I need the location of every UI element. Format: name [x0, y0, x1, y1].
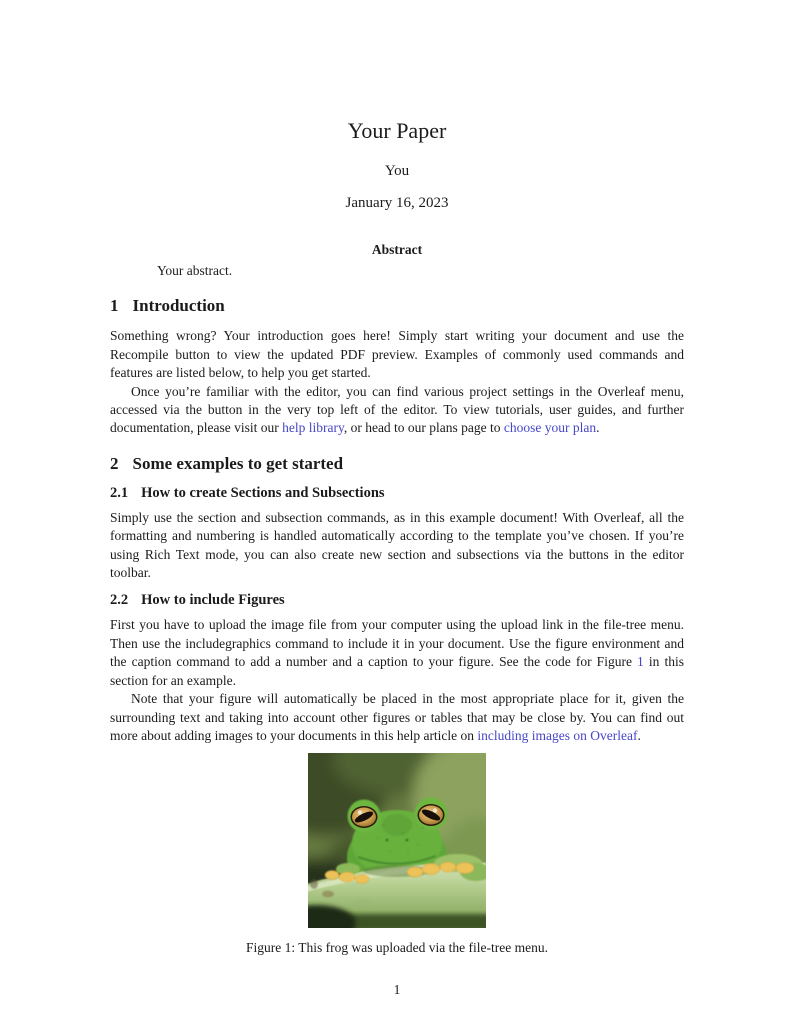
subsection-number: 2.2	[110, 592, 129, 609]
figure-1	[110, 753, 684, 957]
help-library-link[interactable]: help library	[282, 420, 344, 436]
section-number: 1	[110, 296, 119, 316]
section-heading-introduction	[110, 296, 684, 316]
abstract-text: Your abstract.	[157, 263, 233, 278]
paragraph-text: Note that your figure will automatically be placed in the most appropriate place for it, given the surrounding text and taking into account other figures or tables that may be close by. You can find out more about adding images to your documents in this help article on	[110, 691, 684, 743]
paper-date: January 16, 2023	[345, 195, 449, 211]
abstract-heading: Abstract	[371, 242, 423, 257]
paper-title: Your Paper	[347, 118, 447, 143]
subsection-number: 2.1	[110, 484, 129, 501]
page-number: 1	[393, 982, 401, 997]
paper-author: You	[384, 163, 410, 179]
section-title: Some examples to get started	[132, 453, 344, 473]
paragraph-text: , or head to our plans page to	[343, 420, 504, 436]
intro-paragraph-2	[110, 383, 684, 438]
frog-photo	[308, 753, 486, 928]
section-title: Introduction	[132, 296, 225, 316]
figures-paragraph-1	[110, 616, 684, 690]
intro-paragraph-1: Something wrong? Your introduction goes here! Simply start writing your document and use the Recompile button to view the updated PDF preview. Examples of commonly used commands and features are listed below, to help you get started.	[110, 328, 684, 381]
subsection-heading-sections	[110, 485, 684, 502]
including-images-link[interactable]: including images on Overleaf	[477, 727, 638, 743]
paragraph-text: .	[596, 420, 600, 436]
paragraph-text: Once you’re familiar with the editor, you can find various project settings in the Overleaf menu, accessed via the button in the very top left of the editor. To view tutorials, user guides, and further documentation, please visit our	[110, 383, 684, 436]
figure-1-ref-link[interactable]: 1	[637, 654, 644, 670]
paragraph-text: First you have to upload the image file from your computer using the upload link in the file-tree menu. Then use the includegraphics command to include it in your document. Use the figure environment and the caption command to add a number and a caption to your figure. See the code for Figure	[110, 617, 684, 670]
choose-your-plan-link[interactable]: choose your plan	[503, 420, 597, 436]
section-number: 2	[110, 453, 119, 473]
figure-caption: Figure 1: This frog was uploaded via the file-tree menu.	[246, 940, 548, 956]
section-heading-examples	[110, 454, 684, 474]
subsection-title: How to create Sections and Subsections	[141, 484, 385, 501]
subsection-title: How to include Figures	[141, 592, 285, 609]
paragraph-text: .	[637, 727, 641, 743]
subsection-heading-figures	[110, 592, 684, 609]
paragraph-text: in this section for an example.	[110, 654, 684, 688]
title-block	[110, 0, 684, 212]
subsection-sections-paragraph: Simply use the section and subsection commands, as in this example document! With Overleaf, all the formatting and numbering is handled automatically according to the template you’ve chosen. If you’re using Rich Text mode, you can also create new section and subsections via the buttons in the editor toolbar.	[110, 509, 684, 581]
figures-paragraph-2	[110, 690, 684, 745]
